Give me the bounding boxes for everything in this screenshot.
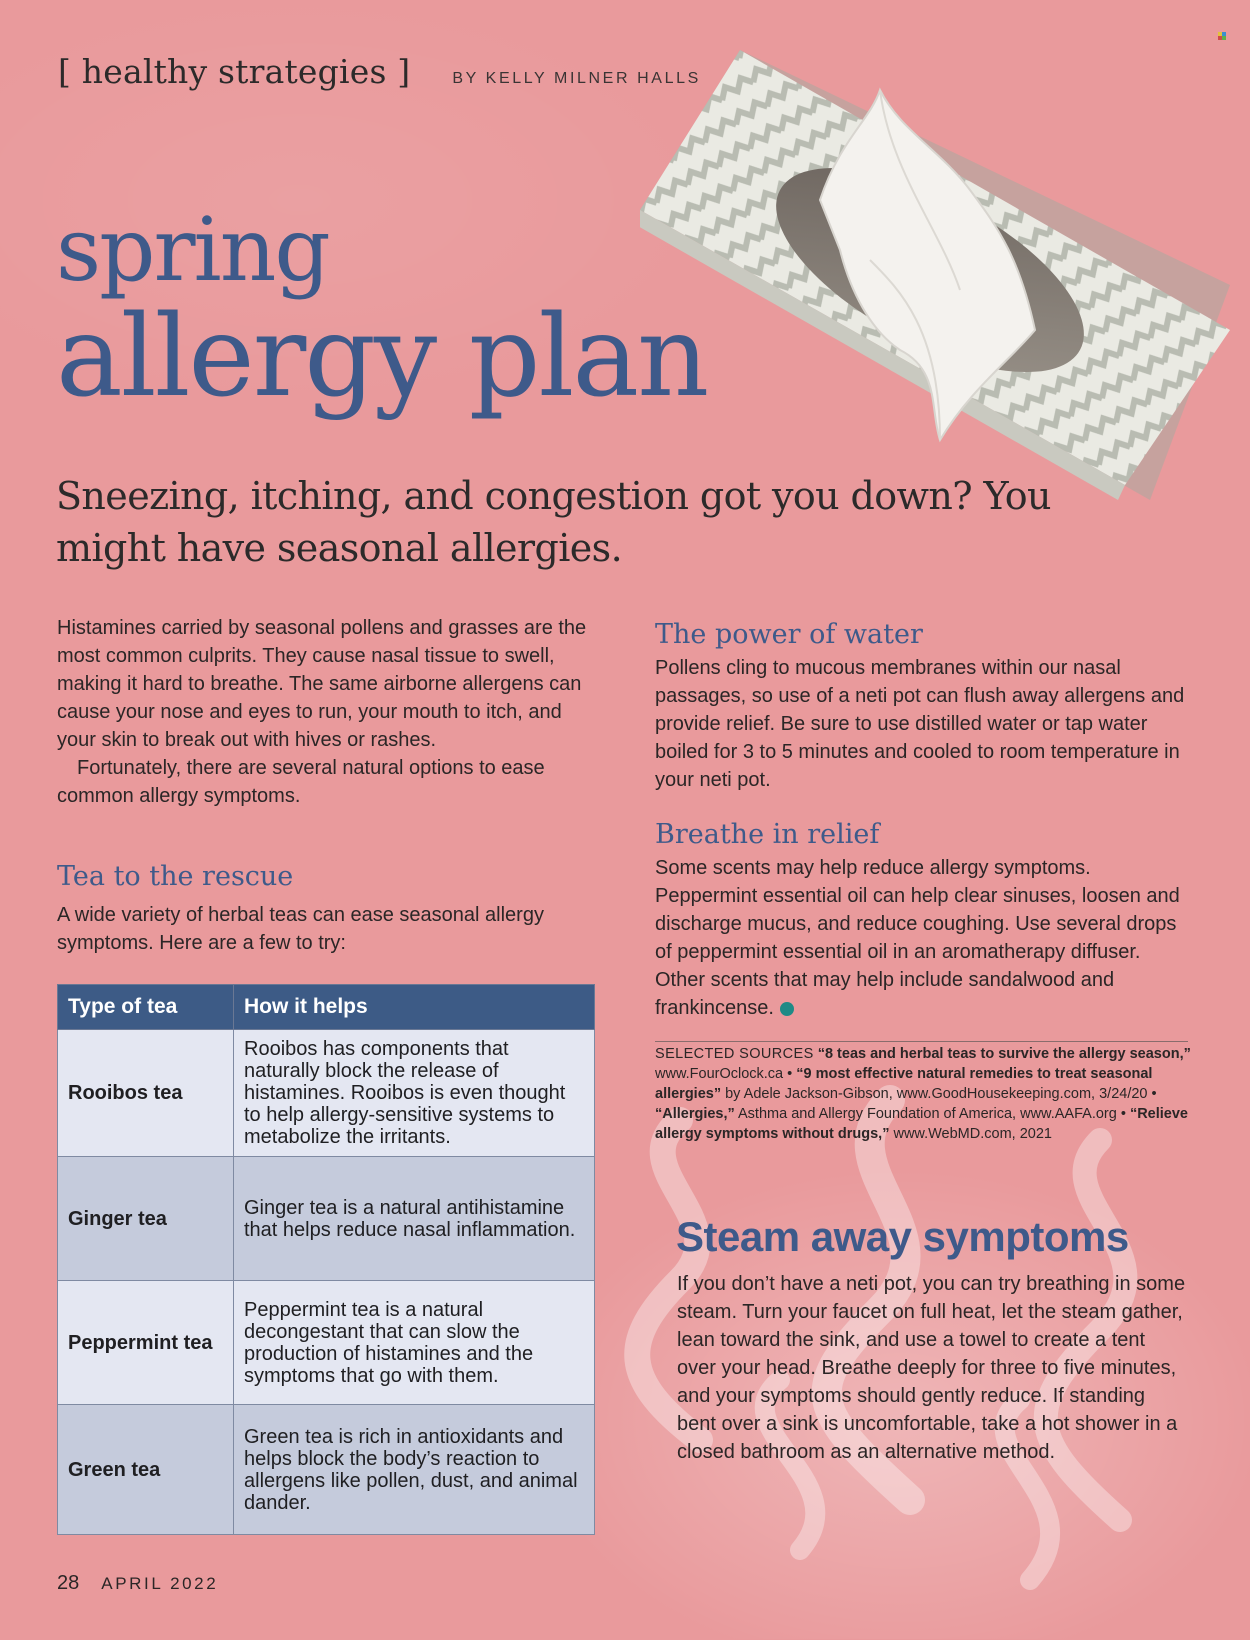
tissue-box-photo (640, 30, 1240, 500)
tea-benefit: Rooibos has components that naturally block the release of histamines. Rooibos is even thought to help allergy-sensitive systems to metabolize the irritants. (234, 1030, 595, 1157)
deck: Sneezing, itching, and congestion got you down? You might have seasonal allergies. (56, 474, 1051, 570)
steam-body: If you don’t have a neti pot, you can try breathing in some steam. Turn your faucet on full heat, let the steam gather, lean toward the sink, and use a towel to create a tent over your head. Breathe deeply for three to five minutes, and your symptoms should gently reduce. If standing bent over a sink is uncomfortable, take a hot shower in a closed bathroom as an alternative method. (677, 1273, 1186, 1463)
source-3-details: Asthma and Allergy Foundation of America, www.AAFA.org • (734, 1106, 1130, 1122)
column-header-type: Type of tea (58, 985, 234, 1030)
relief-text: Some scents may help reduce allergy symptoms. Peppermint essential oil can help clear sinuses, loosen and discharge mucus, and reduce coughing. Use several drops of peppermint essential oil in an aromatherapy diffuser. Other scents that may help include sandalwood and frankincense. (655, 857, 1180, 1019)
tea-name: Peppermint tea (58, 1281, 234, 1405)
source-4-title: “Relieve allergy symptoms without drugs,” (655, 1106, 1188, 1142)
source-1-site: www.FourOclock.ca • (655, 1066, 797, 1082)
source-4-details: www.WebMD.com, 2021 (889, 1126, 1052, 1142)
tea-heading: Tea to the rescue (57, 861, 294, 892)
column-header-helps: How it helps (234, 985, 595, 1030)
source-2-details: by Adele Jackson-Gibson, www.GoodHousekeeping.com, 3/24/20 • (721, 1086, 1157, 1102)
water-body: Pollens cling to mucous membranes within our nasal passages, so use of a neti pot can flush away allergens and provide relief. Be sure to use distilled water or tap water boiled for 3 to 5 minutes and cooled to room temperature in your neti pot. (655, 657, 1185, 791)
page-number: 28 (57, 1572, 80, 1594)
table-row (58, 1281, 595, 1405)
tea-table (57, 984, 595, 1535)
tea-intro: A wide variety of herbal teas can ease seasonal allergy symptoms. Here are a few to try: (57, 904, 544, 954)
table-row (58, 1405, 595, 1535)
section-tag: [ healthy strategies ] (58, 52, 411, 91)
end-mark-icon (780, 1002, 794, 1016)
sources-divider (655, 1041, 1188, 1042)
title-line-1: spring (56, 198, 329, 301)
selected-sources (655, 1044, 1195, 1144)
water-heading: The power of water (655, 619, 923, 650)
tea-name: Ginger tea (58, 1157, 234, 1281)
tea-benefit: Peppermint tea is a natural decongestant that can slow the production of histamines and the symptoms that go with them. (234, 1281, 595, 1405)
source-3-title: “Allergies,” (655, 1106, 735, 1122)
intro-paragraph-1: Histamines carried by seasonal pollens and grasses are the most common culprits. They cause nasal tissue to swell, making it hard to breathe. The same airborne allergens can cause your nose and eyes to run, your mouth to itch, and your skin to break out with hives or rashes. (57, 617, 587, 751)
byline: BY KELLY MILNER HALLS (452, 70, 701, 87)
issue-date: APRIL 2022 (101, 1574, 219, 1593)
table-row (58, 1030, 595, 1157)
tea-name: Rooibos tea (58, 1030, 234, 1157)
registration-mark (1218, 32, 1226, 40)
page-footer (57, 1572, 218, 1595)
table-row (58, 1157, 595, 1281)
steam-heading: Steam away symptoms (676, 1213, 1129, 1260)
intro-column (57, 614, 597, 810)
source-1-title: “8 teas and herbal teas to survive the allergy season,” (817, 1046, 1191, 1062)
table-header-row (58, 985, 595, 1030)
source-2-title: “9 most effective natural remedies to treat seasonal allergies” (655, 1066, 1153, 1102)
page-header (58, 52, 701, 100)
tea-name: Green tea (58, 1405, 234, 1535)
tea-benefit: Ginger tea is a natural antihistamine that helps reduce nasal inflammation. (234, 1157, 595, 1281)
title-line-2: allergy plan (56, 292, 708, 422)
tea-benefit: Green tea is rich in antioxidants and helps block the body’s reaction to allergens like pollen, dust, and animal dander. (234, 1405, 595, 1535)
article-title (56, 198, 708, 422)
relief-heading: Breathe in relief (655, 819, 880, 850)
sources-label: SELECTED SOURCES (655, 1046, 814, 1062)
relief-body (655, 854, 1195, 1022)
intro-paragraph-2: Fortunately, there are several natural options to ease common allergy symptoms. (57, 757, 545, 807)
